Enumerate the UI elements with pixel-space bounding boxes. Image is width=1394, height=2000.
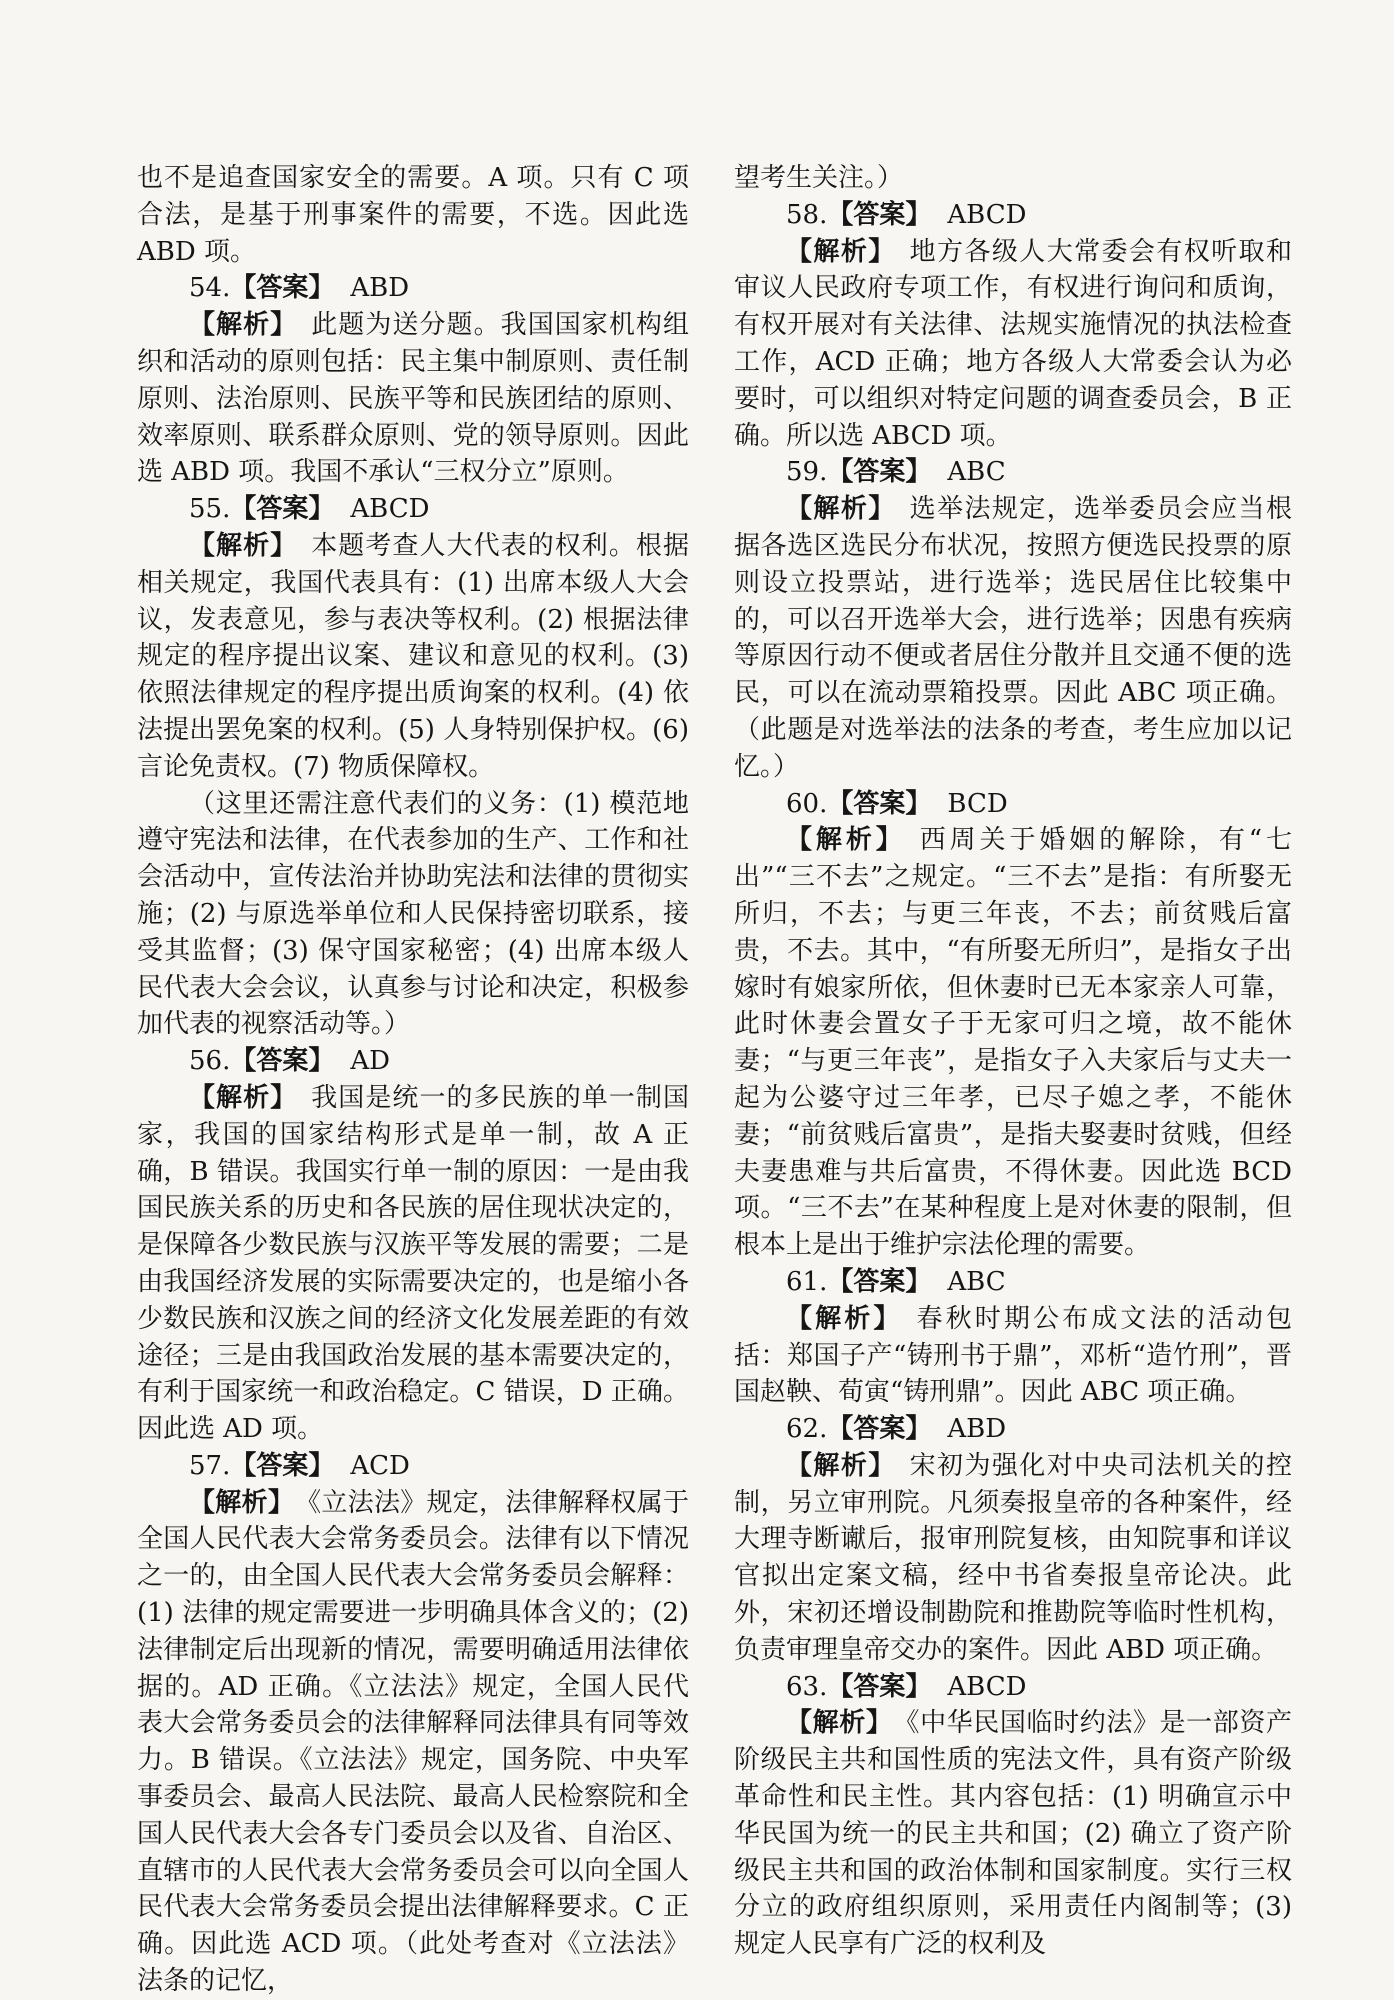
analysis-text: 宋初为强化对中央司法机关的控制，另立审刑院。凡须奏报皇帝的各种案件，经大理寺断谳后，报审刑院复核，由知院事和详议官拟出定案文稿，经中书省奏报皇帝论决。此外，宋初还增设制勘院和推勘院等临时性机构，负责审理皇帝交办的案件。因此 ABD 项正确。 (734, 1450, 1292, 1665)
analysis-text: 此题为送分题。我国国家机构组织和活动的原则包括：民主集中制原则、责任制原则、法治原则、民族平等和民族团结的原则、效率原则、联系群众原则、党的领导原则。因此选 ABD 项。我国不承认“三权分立”原则。 (137, 310, 689, 488)
analysis-label: 【解析】 (786, 1708, 893, 1739)
analysis-text: 《立法法》规定，法律解释权属于全国人民代表大会常务委员会。法律有以下情况之一的，由全国人民代表大会常务委员会解释：(1) 法律的规定需要进一步明确具体含义的；(2) 法律制定后出现新的情况，需要明确适用法律依据的。AD 正确。《立法法》规定，全国人民代表大会常务委员会的法律解释同法律具有同等效力。B 错误。《立法法》规定，国务院、中央军事委员会、最高人民法院、最高人民检察院和全国人民代表大会各专门委员会以及省、自治区、直辖市的人民代表大会常务委员会可以向全国人民代表大会常务委员会提出法律解释要求。C 正确。因此选 ACD 项。（此处考查对《立法法》法条的记忆， (137, 1487, 689, 1997)
answer-line (734, 1264, 1292, 1301)
answer-value: ABCD (350, 494, 430, 525)
analysis-text: 选举法规定，选举委员会应当根据各选区选民分布状况，按照方便选民投票的原则设立投票站，进行选举；选民居住比较集中的，可以召开选举大会，进行选举；因患有疾病等原因行动不便或者居住分散并且交通不便的选民，可以在流动票箱投票。因此 ABC 项正确。（此题是对选举法的法条的考查，考生应加以记忆。） (734, 494, 1292, 782)
answer-line (734, 454, 1292, 491)
analysis-paragraph (734, 234, 1292, 455)
answer-label: 【答案】 (230, 1450, 335, 1481)
analysis-paragraph (137, 1485, 689, 2000)
answer-label: 【答案】 (827, 1671, 932, 1702)
analysis-label: 【解析】 (189, 310, 298, 341)
answer-label: 【答案】 (827, 457, 932, 488)
question-number: 56. (189, 1046, 231, 1077)
answer-label: 【答案】 (230, 273, 335, 304)
answer-line (137, 1043, 689, 1080)
answer-value: ABD (350, 273, 410, 304)
analysis-label: 【解析】 (189, 1082, 298, 1113)
answer-label: 【答案】 (827, 1414, 932, 1445)
answer-line (734, 786, 1292, 823)
answer-value: ABCD (947, 199, 1027, 230)
answer-value: ABC (947, 457, 1006, 488)
analysis-text: 春秋时期公布成文法的活动包括：郑国子产“铸刑书于鼎”，邓析“造竹刑”，晋国赵鞅、荀寅“铸刑鼎”。因此 ABC 项正确。 (734, 1303, 1292, 1408)
answer-value: ACD (350, 1450, 410, 1481)
body-paragraph: 望考生关注。） (734, 163, 904, 193)
body-paragraph: （这里还需注意代表们的义务：(1) 模范地遵守宪法和法律，在代表参加的生产、工作和社会活动中，宣传法治并协助宪法和法律的贯彻实施；(2) 与原选举单位和人民保持密切联系，接受其监督；(3) 保守国家秘密；(4) 出席本级人民代表大会会议，认真参与讨论和决定，积极参加代表的视察活动等。） (137, 788, 689, 1040)
analysis-paragraph (734, 1301, 1292, 1411)
analysis-label: 【解析】 (189, 1487, 295, 1518)
analysis-paragraph (734, 1448, 1292, 1669)
question-number: 57. (189, 1450, 231, 1481)
question-number: 62. (786, 1414, 828, 1445)
answer-value: ABD (947, 1414, 1007, 1445)
answer-line (137, 270, 689, 307)
answer-line (734, 1411, 1292, 1448)
answer-label: 【答案】 (827, 788, 932, 819)
analysis-text: 本题考查人大代表的权利。根据相关规定，我国代表具有：(1) 出席本级人大会议，发表意见，参与表决等权利。(2) 根据法律规定的程序提出议案、建议和意见的权利。(3) 依照法律规定的程序提出质询案的权利。(4) 依法提出罢免案的权利。(5) 人身特别保护权。(6) 言论免责权。(7) 物质保障权。 (137, 530, 689, 782)
analysis-paragraph (734, 1705, 1292, 1963)
question-number: 55. (189, 494, 231, 525)
analysis-text: 地方各级人大常委会有权听取和审议人民政府专项工作，有权进行询问和质询，有权开展对有关法律、法规实施情况的执法检查工作，ACD 正确；地方各级人大常委会认为必要时，可以组织对特定问题的调查委员会，B 正确。所以选 ABCD 项。 (734, 236, 1292, 451)
analysis-text: 西周关于婚姻的解除，有“七出”“三不去”之规定。“三不去”是指：有所娶无所归，不去；与更三年丧，不去；前贫贱后富贵，不去。其中，“有所娶无所归”，是指女子出嫁时有娘家所依，但休妻时已无本家亲人可靠，此时休妻会置女子于无家可归之境，故不能休妻；“与更三年丧”，是指女子入夫家后与丈夫一起为公婆守过三年孝，已尽子媳之孝，不能休妻；“前贫贱后富贵”，是指夫娶妻时贫贱，但经夫妻患难与共后富贵，不得休妻。因此选 BCD 项。“三不去”在某种程度上是对休妻的限制，但根本上是出于维护宗法伦理的需要。 (734, 825, 1292, 1261)
answer-label: 【答案】 (230, 1046, 335, 1077)
analysis-label: 【解析】 (786, 1450, 896, 1481)
analysis-label: 【解析】 (786, 1303, 903, 1334)
answer-value: ABC (947, 1266, 1006, 1297)
answer-label: 【答案】 (827, 1266, 932, 1297)
answer-value: ABCD (947, 1671, 1027, 1702)
answer-line (734, 197, 1292, 234)
analysis-text: 我国是统一的多民族的单一制国家，我国的国家结构形式是单一制，故 A 正确，B 错误。我国实行单一制的原因：一是由我国民族关系的历史和各民族的居住现状决定的，是保障各少数民族与汉族平等发展的需要；二是由我国经济发展的实际需要决定的，也是缩小各少数民族和汉族之间的经济文化发展差距的有效途径；三是由我国政治发展的基本需要决定的，有利于国家统一和政治稳定。C 错误，D 正确。因此选 AD 项。 (137, 1082, 689, 1445)
answer-line (137, 1448, 689, 1485)
analysis-paragraph (137, 1080, 689, 1448)
body-paragraph: 也不是追查国家安全的需要。A 项。只有 C 项合法，是基于刑事案件的需要，不选。因此选 ABD 项。 (137, 163, 689, 267)
answer-line (734, 1669, 1292, 1706)
question-number: 58. (786, 199, 828, 230)
left-column (137, 160, 689, 2000)
answer-value: AD (350, 1046, 390, 1077)
analysis-paragraph (734, 491, 1292, 785)
analysis-label: 【解析】 (786, 825, 906, 856)
answer-label: 【答案】 (827, 199, 932, 230)
analysis-paragraph (734, 822, 1292, 1264)
answer-value: BCD (947, 788, 1008, 819)
answer-line (137, 491, 689, 528)
analysis-label: 【解析】 (786, 494, 896, 525)
analysis-label: 【解析】 (786, 236, 896, 267)
question-number: 60. (786, 788, 828, 819)
answer-label: 【答案】 (230, 494, 335, 525)
question-number: 61. (786, 1266, 828, 1297)
question-number: 59. (786, 457, 828, 488)
analysis-paragraph (137, 528, 689, 786)
question-number: 63. (786, 1671, 828, 1702)
analysis-text: 《中华民国临时约法》是一部资产阶级民主共和国性质的宪法文件，具有资产阶级革命性和民主性。其内容包括：(1) 明确宣示中华民国为统一的民主共和国；(2) 确立了资产阶级民主共和国的政治体制和国家制度。实行三权分立的政府组织原则，采用责任内阁制等；(3) 规定人民享有广泛的权利及 (734, 1708, 1292, 1960)
right-column (734, 160, 1292, 1963)
analysis-label: 【解析】 (189, 530, 298, 561)
analysis-paragraph (137, 307, 689, 491)
question-number: 54. (189, 273, 231, 304)
